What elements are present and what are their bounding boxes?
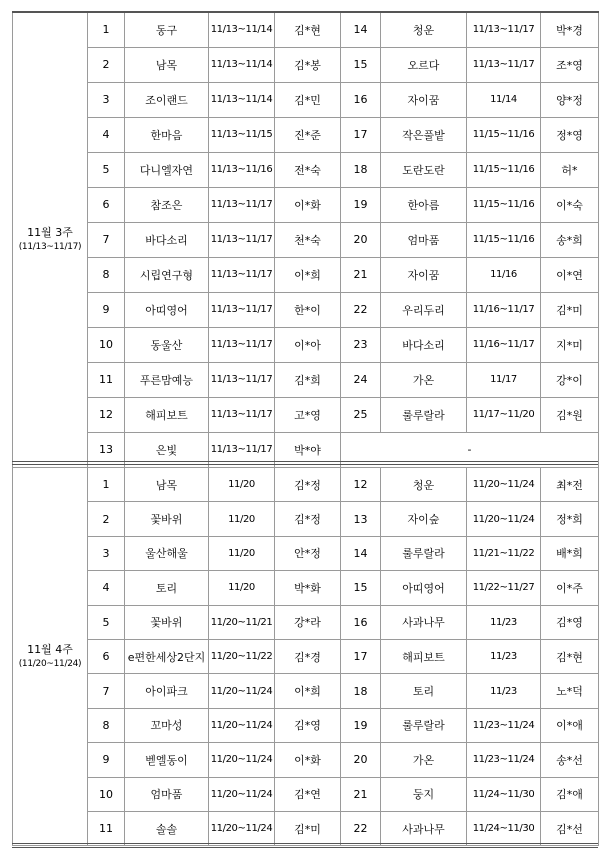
date-range: 11/13~11/17 xyxy=(209,257,275,292)
center-name: e편한세상2단지 xyxy=(125,639,209,673)
date-range: 11/24~11/30 xyxy=(467,811,541,845)
table-row xyxy=(13,82,599,117)
center-name: 가온 xyxy=(381,362,467,397)
week-label-cell xyxy=(13,12,88,467)
row-number: 6 xyxy=(88,187,125,222)
row-number: 17 xyxy=(341,639,381,673)
row-number: 13 xyxy=(341,502,381,536)
person-name: 허* xyxy=(541,152,599,187)
row-number: 12 xyxy=(341,468,381,502)
person-name: 이*주 xyxy=(541,571,599,605)
center-name: 벧엘동이 xyxy=(125,743,209,777)
person-name: 김*미 xyxy=(541,292,599,327)
person-name: 이*화 xyxy=(275,743,341,777)
center-name: 한아름 xyxy=(381,187,467,222)
row-number: 8 xyxy=(88,708,125,742)
row-number: 22 xyxy=(341,811,381,845)
center-name: 해피보트 xyxy=(381,639,467,673)
date-range: 11/23~11/24 xyxy=(467,743,541,777)
person-name: 강*이 xyxy=(541,362,599,397)
center-name: 자이숲 xyxy=(381,502,467,536)
person-name: 김*애 xyxy=(541,777,599,811)
row-number: 13 xyxy=(88,432,125,467)
person-name: 고*영 xyxy=(275,397,341,432)
table-row xyxy=(13,536,599,570)
row-number: 2 xyxy=(88,47,125,82)
table-row xyxy=(13,743,599,777)
center-name: 오르다 xyxy=(381,47,467,82)
table-row xyxy=(13,362,599,397)
table-row xyxy=(13,811,599,845)
date-range: 11/13~11/17 xyxy=(209,397,275,432)
person-name: 이*희 xyxy=(275,257,341,292)
center-name: 꽃바위 xyxy=(125,502,209,536)
date-range: 11/20~11/24 xyxy=(209,743,275,777)
person-name: 최*전 xyxy=(541,468,599,502)
week4-table xyxy=(12,467,599,846)
row-number: 23 xyxy=(341,327,381,362)
row-number: 21 xyxy=(341,777,381,811)
person-name: 노*덕 xyxy=(541,674,599,708)
date-range: 11/13~11/17 xyxy=(209,187,275,222)
row-number: 22 xyxy=(341,292,381,327)
date-range: 11/13~11/17 xyxy=(467,47,541,82)
center-name: 엄마품 xyxy=(381,222,467,257)
date-range: 11/14 xyxy=(467,82,541,117)
date-range: 11/20~11/22 xyxy=(209,639,275,673)
date-range: 11/20~11/24 xyxy=(209,708,275,742)
row-number: 10 xyxy=(88,777,125,811)
date-range: 11/13~11/17 xyxy=(209,432,275,467)
table-row xyxy=(13,12,599,47)
person-name: 김*정 xyxy=(275,502,341,536)
date-range: 11/23 xyxy=(467,674,541,708)
table-row xyxy=(13,152,599,187)
date-range: 11/20~11/24 xyxy=(209,777,275,811)
row-number: 2 xyxy=(88,502,125,536)
week-label-cell xyxy=(13,468,88,846)
person-name: 천*숙 xyxy=(275,222,341,257)
center-name: 울산해울 xyxy=(125,536,209,570)
date-range: 11/13~11/14 xyxy=(209,82,275,117)
date-range: 11/13~11/15 xyxy=(209,117,275,152)
center-name: 꼬마성 xyxy=(125,708,209,742)
row-number: 7 xyxy=(88,222,125,257)
person-name: 배*희 xyxy=(541,536,599,570)
person-name: 이*아 xyxy=(275,327,341,362)
week3-table xyxy=(12,11,599,468)
center-name: 해피보트 xyxy=(125,397,209,432)
center-name: 은빛 xyxy=(125,432,209,467)
table-row xyxy=(13,777,599,811)
center-name: 참조은 xyxy=(125,187,209,222)
person-name: 이*화 xyxy=(275,187,341,222)
person-name: 전*숙 xyxy=(275,152,341,187)
person-name: 정*희 xyxy=(541,502,599,536)
person-name: 김*원 xyxy=(541,397,599,432)
table-row xyxy=(13,502,599,536)
table-row xyxy=(13,327,599,362)
row-number: 15 xyxy=(341,47,381,82)
person-name: 한*이 xyxy=(275,292,341,327)
person-name: 김*현 xyxy=(275,12,341,47)
date-range: 11/20~11/24 xyxy=(467,468,541,502)
date-range: 11/13~11/17 xyxy=(209,362,275,397)
date-range: 11/23~11/24 xyxy=(467,708,541,742)
center-name: 시립연구형 xyxy=(125,257,209,292)
row-number: 24 xyxy=(341,362,381,397)
person-name: 김*연 xyxy=(275,777,341,811)
section-divider-bottom xyxy=(12,464,598,465)
center-name: 청운 xyxy=(381,468,467,502)
person-name: 박*경 xyxy=(541,12,599,47)
row-number: 3 xyxy=(88,536,125,570)
center-name: 아띠영어 xyxy=(381,571,467,605)
date-range: 11/15~11/16 xyxy=(467,152,541,187)
row-number: 4 xyxy=(88,117,125,152)
date-range: 11/16 xyxy=(467,257,541,292)
table-end-line-2 xyxy=(12,847,598,848)
table-row xyxy=(13,257,599,292)
date-range: 11/13~11/17 xyxy=(209,222,275,257)
person-name: 김*민 xyxy=(275,82,341,117)
center-name: 우리두리 xyxy=(381,292,467,327)
row-number: 9 xyxy=(88,743,125,777)
date-range: 11/20~11/21 xyxy=(209,605,275,639)
center-name: 아이파크 xyxy=(125,674,209,708)
date-range: 11/17~11/20 xyxy=(467,397,541,432)
center-name: 동구 xyxy=(125,12,209,47)
person-name: 이*애 xyxy=(541,708,599,742)
section-divider-top xyxy=(12,461,598,462)
table-row xyxy=(13,187,599,222)
center-name: 청운 xyxy=(381,12,467,47)
row-number: 20 xyxy=(341,222,381,257)
row-number: 18 xyxy=(341,674,381,708)
center-name: 다니엘자연 xyxy=(125,152,209,187)
person-name: 조*영 xyxy=(541,47,599,82)
row-number: 9 xyxy=(88,292,125,327)
table-row xyxy=(13,117,599,152)
week-range: (11/13~11/17) xyxy=(18,241,82,252)
date-range: 11/13~11/17 xyxy=(209,327,275,362)
date-range: 11/20 xyxy=(209,536,275,570)
table-row xyxy=(13,47,599,82)
person-name: 박*화 xyxy=(275,571,341,605)
center-name: 가온 xyxy=(381,743,467,777)
center-name: 작은풀밭 xyxy=(381,117,467,152)
date-range: 11/22~11/27 xyxy=(467,571,541,605)
center-name: 룰루랄라 xyxy=(381,397,467,432)
center-name: 토리 xyxy=(381,674,467,708)
center-name: 솔솔 xyxy=(125,811,209,845)
person-name: 이*숙 xyxy=(541,187,599,222)
center-name: 남목 xyxy=(125,468,209,502)
person-name: 김*현 xyxy=(541,639,599,673)
person-name: 김*봉 xyxy=(275,47,341,82)
date-range: 11/13~11/17 xyxy=(467,12,541,47)
table-end-line-1 xyxy=(12,843,598,844)
row-number: 20 xyxy=(341,743,381,777)
row-number: 15 xyxy=(341,571,381,605)
date-range: 11/20 xyxy=(209,502,275,536)
row-number: 10 xyxy=(88,327,125,362)
person-name: 지*미 xyxy=(541,327,599,362)
date-range: 11/24~11/30 xyxy=(467,777,541,811)
row-number: 14 xyxy=(341,536,381,570)
date-range: 11/17 xyxy=(467,362,541,397)
row-number: 11 xyxy=(88,362,125,397)
date-range: 11/13~11/16 xyxy=(209,152,275,187)
row-number: 19 xyxy=(341,708,381,742)
center-name: 자이꿈 xyxy=(381,257,467,292)
center-name: 아띠영어 xyxy=(125,292,209,327)
row-number: 19 xyxy=(341,187,381,222)
table-row xyxy=(13,708,599,742)
date-range: 11/15~11/16 xyxy=(467,222,541,257)
center-name: 사과나무 xyxy=(381,811,467,845)
date-range: 11/16~11/17 xyxy=(467,327,541,362)
date-range: 11/20~11/24 xyxy=(467,502,541,536)
table-row xyxy=(13,397,599,432)
center-name: 자이꿈 xyxy=(381,82,467,117)
date-range: 11/20 xyxy=(209,468,275,502)
row-number: 5 xyxy=(88,605,125,639)
person-name: 김*희 xyxy=(275,362,341,397)
row-number: 21 xyxy=(341,257,381,292)
date-range: 11/15~11/16 xyxy=(467,117,541,152)
row-number: 16 xyxy=(341,82,381,117)
date-range: 11/23 xyxy=(467,605,541,639)
center-name: 룰루랄라 xyxy=(381,708,467,742)
date-range: 11/23 xyxy=(467,639,541,673)
center-name: 둥지 xyxy=(381,777,467,811)
center-name: 바다소리 xyxy=(381,327,467,362)
person-name: 김*영 xyxy=(541,605,599,639)
person-name: 강*라 xyxy=(275,605,341,639)
table-row xyxy=(13,571,599,605)
row-number: 18 xyxy=(341,152,381,187)
row-number: 14 xyxy=(341,12,381,47)
week-label: 11월 4주 xyxy=(27,642,73,656)
date-range: 11/16~11/17 xyxy=(467,292,541,327)
center-name: 사과나무 xyxy=(381,605,467,639)
date-range: 11/13~11/14 xyxy=(209,47,275,82)
date-range: 11/21~11/22 xyxy=(467,536,541,570)
row-number: 11 xyxy=(88,811,125,845)
row-number: 1 xyxy=(88,12,125,47)
row-number: 7 xyxy=(88,674,125,708)
center-name: 도란도란 xyxy=(381,152,467,187)
center-name: 한마음 xyxy=(125,117,209,152)
center-name: 룰루랄라 xyxy=(381,536,467,570)
table-row xyxy=(13,639,599,673)
person-name: 김*미 xyxy=(275,811,341,845)
empty-cell: - xyxy=(341,432,599,467)
date-range: 11/13~11/14 xyxy=(209,12,275,47)
week-label: 11월 3주 xyxy=(27,225,73,239)
row-number: 16 xyxy=(341,605,381,639)
table-row xyxy=(13,674,599,708)
center-name: 푸른맘예능 xyxy=(125,362,209,397)
table-row xyxy=(13,222,599,257)
center-name: 꽃바위 xyxy=(125,605,209,639)
center-name: 엄마품 xyxy=(125,777,209,811)
center-name: 조이랜드 xyxy=(125,82,209,117)
person-name: 박*야 xyxy=(275,432,341,467)
date-range: 11/20~11/24 xyxy=(209,674,275,708)
week-range: (11/20~11/24) xyxy=(18,658,82,669)
row-number: 4 xyxy=(88,571,125,605)
person-name: 이*희 xyxy=(275,674,341,708)
table-row xyxy=(13,468,599,502)
date-range: 11/15~11/16 xyxy=(467,187,541,222)
person-name: 송*희 xyxy=(541,222,599,257)
table-row xyxy=(13,292,599,327)
person-name: 이*연 xyxy=(541,257,599,292)
row-number: 8 xyxy=(88,257,125,292)
person-name: 김*선 xyxy=(541,811,599,845)
date-range: 11/20 xyxy=(209,571,275,605)
center-name: 토리 xyxy=(125,571,209,605)
person-name: 정*영 xyxy=(541,117,599,152)
row-number: 17 xyxy=(341,117,381,152)
row-number: 5 xyxy=(88,152,125,187)
table-row xyxy=(13,605,599,639)
person-name: 송*선 xyxy=(541,743,599,777)
row-number: 1 xyxy=(88,468,125,502)
row-number: 12 xyxy=(88,397,125,432)
person-name: 안*정 xyxy=(275,536,341,570)
center-name: 바다소리 xyxy=(125,222,209,257)
date-range: 11/20~11/24 xyxy=(209,811,275,845)
row-number: 3 xyxy=(88,82,125,117)
center-name: 동울산 xyxy=(125,327,209,362)
row-number: 25 xyxy=(341,397,381,432)
person-name: 양*정 xyxy=(541,82,599,117)
person-name: 김*경 xyxy=(275,639,341,673)
person-name: 진*준 xyxy=(275,117,341,152)
person-name: 김*영 xyxy=(275,708,341,742)
person-name: 김*정 xyxy=(275,468,341,502)
date-range: 11/13~11/17 xyxy=(209,292,275,327)
center-name: 남목 xyxy=(125,47,209,82)
row-number: 6 xyxy=(88,639,125,673)
